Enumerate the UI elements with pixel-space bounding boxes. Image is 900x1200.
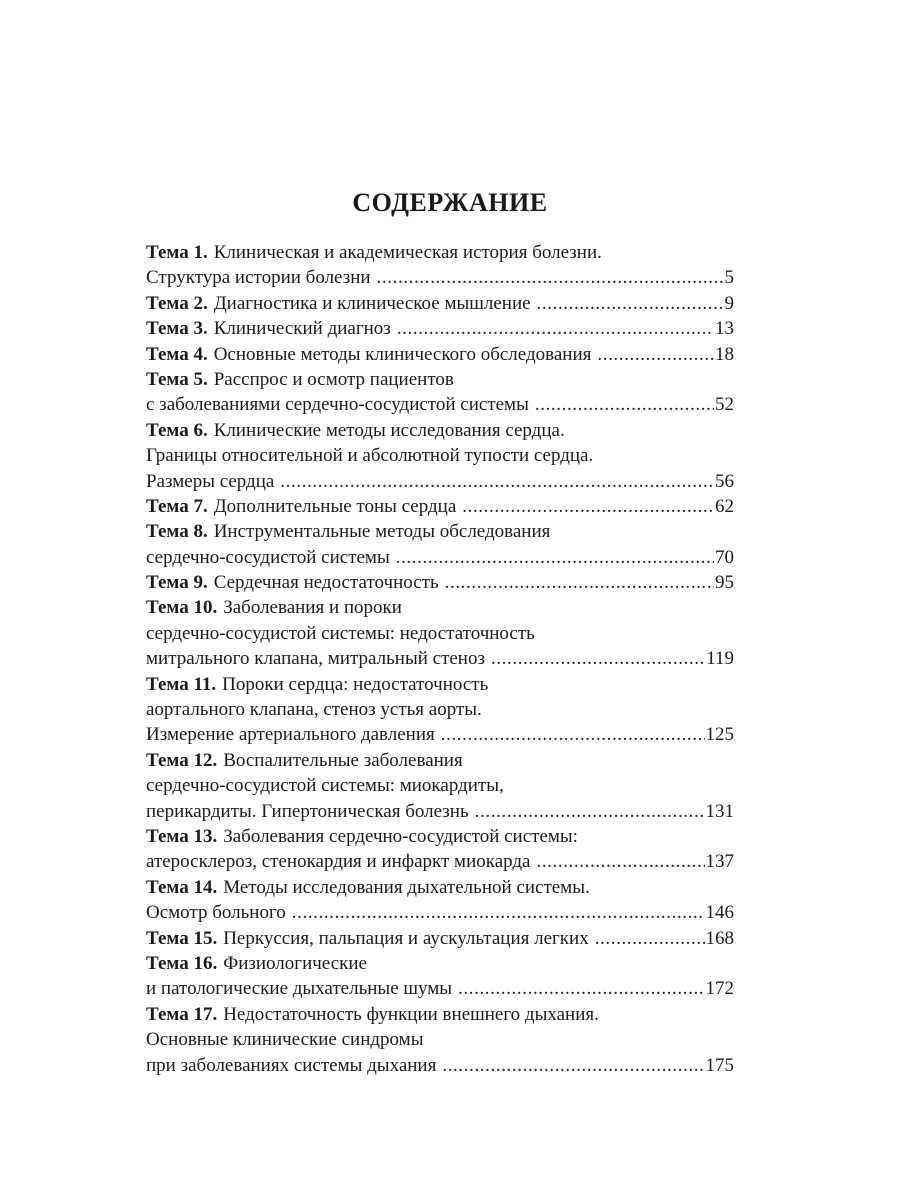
- topic-title: митрального клапана, митральный стеноз: [146, 648, 485, 670]
- topic-label: Тема 13.: [146, 825, 218, 847]
- dot-leader: [458, 976, 704, 1001]
- toc-entry: [146, 291, 734, 316]
- topic-title: аортального клапана, стеноз устья аорты.: [146, 699, 482, 721]
- topic-title: Пороки сердца: недостаточность: [222, 673, 489, 695]
- toc-line: [146, 595, 734, 620]
- topic-label: Тема 7.: [146, 495, 208, 517]
- toc-line: [146, 1002, 734, 1027]
- toc-entry: [146, 342, 734, 367]
- topic-title: Методы исследования дыхательной системы.: [223, 876, 590, 898]
- toc-line: [146, 240, 734, 265]
- dot-leader: [280, 469, 714, 494]
- toc-line: [146, 621, 734, 646]
- topic-title: сердечно-сосудистой системы: недостаточность: [146, 622, 535, 644]
- topic-title: атеросклероз, стенокардия и инфаркт миокарда: [146, 851, 531, 873]
- topic-title: сердечно-сосудистой системы: [146, 546, 390, 568]
- dot-leader: [442, 1053, 704, 1078]
- toc-line: [146, 342, 734, 367]
- table-of-contents: [146, 240, 734, 1078]
- dot-leader: [491, 646, 705, 671]
- toc-entry: [146, 875, 734, 926]
- topic-label: Тема 4.: [146, 343, 208, 365]
- toc-line: [146, 316, 734, 341]
- topic-label: Тема 14.: [146, 876, 218, 898]
- topic-title: Недостаточность функции внешнего дыхания.: [223, 1003, 599, 1025]
- topic-title: Основные методы клинического обследования: [213, 343, 592, 365]
- topic-title: перикардиты. Гипертоническая болезнь: [146, 800, 469, 822]
- toc-line: [146, 392, 734, 417]
- toc-line: [146, 545, 734, 570]
- topic-label: Тема 12.: [146, 749, 218, 771]
- toc-entry: [146, 316, 734, 341]
- toc-line: [146, 291, 734, 316]
- dot-leader: [535, 392, 714, 417]
- toc-entry: [146, 824, 734, 875]
- topic-label: Тема 1.: [146, 242, 208, 263]
- topic-title: Клинический диагноз: [213, 318, 391, 340]
- page-number: 70: [715, 546, 734, 568]
- toc-line: [146, 773, 734, 798]
- topic-title: Заболевания сердечно-сосудистой системы:: [223, 825, 578, 847]
- topic-title: Клинические методы исследования сердца.: [213, 419, 565, 441]
- dot-leader: [292, 900, 705, 925]
- page-number: 5: [724, 267, 734, 289]
- topic-label: Тема 17.: [146, 1003, 218, 1025]
- toc-entry: [146, 570, 734, 595]
- page-number: 13: [715, 318, 734, 340]
- toc-line: [146, 799, 734, 824]
- topic-title: Инструментальные методы обследования: [213, 521, 551, 543]
- topic-title: Структура истории болезни: [146, 267, 371, 289]
- dot-leader: [445, 570, 714, 595]
- dot-leader: [441, 722, 705, 747]
- topic-title: при заболеваниях системы дыхания: [146, 1054, 437, 1076]
- topic-title: Сердечная недостаточность: [213, 572, 439, 594]
- toc-line: [146, 875, 734, 900]
- toc-line: [146, 976, 734, 1001]
- toc-line: [146, 418, 734, 443]
- topic-label: Тема 16.: [146, 952, 218, 974]
- page-number: 95: [715, 572, 734, 594]
- topic-title: Дополнительные тоны сердца: [213, 495, 457, 517]
- topic-label: Тема 3.: [146, 318, 208, 340]
- toc-line: [146, 1053, 734, 1078]
- toc-line: [146, 367, 734, 392]
- topic-label: Тема 11.: [146, 673, 217, 695]
- topic-title: Осмотр больного: [146, 902, 286, 924]
- toc-entry: [146, 926, 734, 951]
- topic-label: Тема 6.: [146, 419, 208, 441]
- topic-title: Диагностика и клиническое мышление: [213, 292, 531, 314]
- topic-title: Клиническая и академическая история болезни.: [213, 242, 602, 263]
- toc-line: [146, 824, 734, 849]
- dot-leader: [595, 926, 705, 951]
- toc-line: [146, 265, 734, 290]
- toc-line: [146, 646, 734, 671]
- topic-title: Заболевания и пороки: [223, 597, 402, 619]
- topic-label: Тема 15.: [146, 927, 218, 949]
- page-number: 175: [705, 1054, 734, 1076]
- topic-label: Тема 2.: [146, 292, 208, 314]
- toc-line: [146, 900, 734, 925]
- dot-leader: [397, 316, 714, 341]
- toc-entry: [146, 1002, 734, 1078]
- topic-title: Границы относительной и абсолютной тупости сердца.: [146, 445, 594, 467]
- dot-leader: [475, 799, 705, 824]
- dot-leader: [462, 494, 714, 519]
- page-number: 146: [705, 902, 734, 924]
- page-number: 168: [705, 927, 734, 949]
- toc-entry: [146, 418, 734, 494]
- topic-title: Воспалительные заболевания: [223, 749, 463, 771]
- toc-entry: [146, 240, 734, 291]
- page-number: 52: [715, 394, 734, 416]
- page-number: 137: [705, 851, 734, 873]
- toc-entry: [146, 494, 734, 519]
- topic-label: Тема 9.: [146, 572, 208, 594]
- toc-entry: [146, 951, 734, 1002]
- toc-entry: [146, 519, 734, 570]
- topic-title: Перкуссия, пальпация и аускультация легких: [223, 927, 589, 949]
- toc-line: [146, 951, 734, 976]
- toc-line: [146, 697, 734, 722]
- page-number: 125: [705, 724, 734, 746]
- topic-title: Измерение артериального давления: [146, 724, 435, 746]
- toc-entry: [146, 367, 734, 418]
- toc-line: [146, 494, 734, 519]
- page-number: 9: [724, 292, 734, 314]
- page-number: 172: [705, 978, 734, 1000]
- page-number: 18: [715, 343, 734, 365]
- page-number: 119: [706, 648, 734, 670]
- topic-title: сердечно-сосудистой системы: миокардиты,: [146, 775, 504, 797]
- toc-entry: [146, 672, 734, 748]
- topic-label: Тема 5.: [146, 368, 208, 390]
- toc-line: [146, 849, 734, 874]
- page-title: СОДЕРЖАНИЕ: [352, 188, 548, 217]
- topic-title: Расспрос и осмотр пациентов: [213, 368, 454, 390]
- page-number: 131: [705, 800, 734, 822]
- toc-line: [146, 469, 734, 494]
- toc-line: [146, 926, 734, 951]
- toc-line: [146, 519, 734, 544]
- topic-title: Размеры сердца: [146, 470, 275, 492]
- topic-label: Тема 8.: [146, 521, 208, 543]
- topic-title: Основные клинические синдромы: [146, 1029, 424, 1051]
- dot-leader: [396, 545, 714, 570]
- topic-title: и патологические дыхательные шумы: [146, 978, 453, 1000]
- topic-title: с заболеваниями сердечно-сосудистой системы: [146, 394, 529, 416]
- dot-leader: [536, 849, 704, 874]
- page-number: 62: [715, 495, 734, 517]
- page-number: 56: [715, 470, 734, 492]
- toc-line: [146, 443, 734, 468]
- dot-leader: [537, 291, 724, 316]
- toc-line: [146, 1027, 734, 1052]
- topic-title: Физиологические: [223, 952, 367, 974]
- toc-line: [146, 748, 734, 773]
- toc-line: [146, 722, 734, 747]
- toc-entry: [146, 595, 734, 671]
- toc-line: [146, 570, 734, 595]
- toc-entry: [146, 748, 734, 824]
- dot-leader: [597, 342, 714, 367]
- toc-line: [146, 672, 734, 697]
- dot-leader: [377, 265, 724, 290]
- topic-label: Тема 10.: [146, 597, 218, 619]
